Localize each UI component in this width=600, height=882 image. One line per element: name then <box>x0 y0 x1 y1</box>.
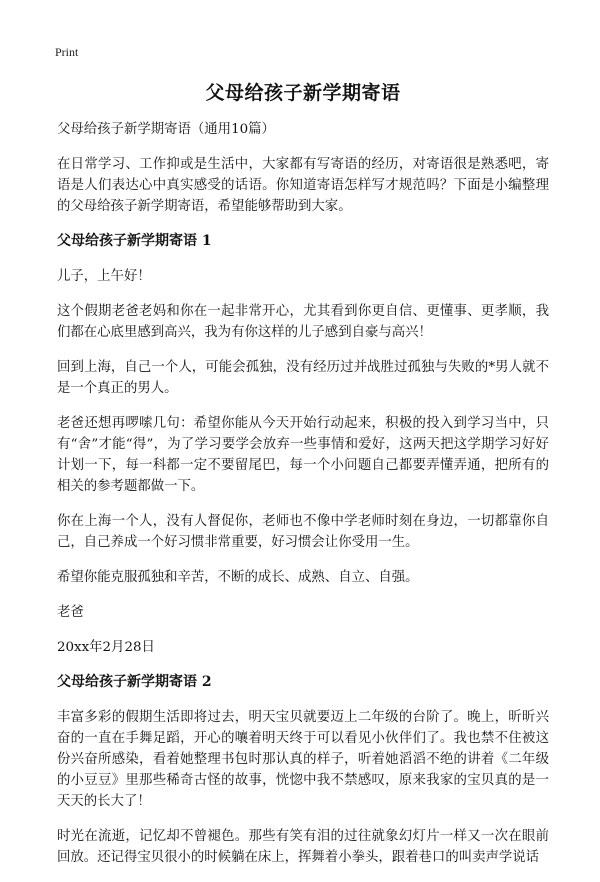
document-title: 父母给孩子新学期寄语 <box>205 82 401 104</box>
document-body <box>57 78 549 882</box>
paragraph: 回到上海，自己一个人，可能会孤独，没有经历过并战胜过孤独与失败的*男人就不是一个真正的男人。 <box>57 360 549 396</box>
paragraph: 丰富多彩的假期生活即将过去，明天宝贝就要迈上二年级的台阶了。晚上，昕昕兴奋的一直在手舞足蹈，开心的嚷着明天终于可以看见小伙伴们了。我也禁不住被这份兴奋所感染，看着她整理书包时那认真的样子，听着她滔滔不绝的讲着《二年级的小豆豆》里那些稀奇古怪的故事，恍惚中我不禁感叹，原来我家的宝贝真的是一天天的长大了！ <box>57 710 549 809</box>
paragraph: 这个假期老爸老妈和你在一起非常开心，尤其看到你更自信、更懂事、更孝顺，我们都在心底里感到高兴，我为有你这样的儿子感到自豪与高兴！ <box>57 304 549 340</box>
paragraph: 希望你能克服孤独和辛苦，不断的成长、成熟、自立、自强。 <box>57 570 419 585</box>
date: 20xx年2月28日 <box>57 640 155 655</box>
section-heading-2: 父母给孩子新学期寄语 2 <box>57 674 212 690</box>
document-subtitle: 父母给孩子新学期寄语（通用10篇） <box>57 122 275 137</box>
paragraph: 时光在流逝，记忆却不曾褪色。那些有笑有泪的过往就象幻灯片一样又一次在眼前回放。还记得宝贝很小的时候躺在床上，挥舞着小拳头，跟着巷口的叫卖声学说话 <box>57 829 549 865</box>
paragraph: 儿子，上午好！ <box>57 269 151 284</box>
print-label[interactable]: Print <box>55 45 79 59</box>
signature: 老爸 <box>57 605 84 620</box>
intro-paragraph: 在日常学习、工作抑或是生活中，大家都有写寄语的经历，对寄语很是熟悉吧，寄语是人们表达心中真实感受的话语。你知道寄语怎样写才规范吗？下面是小编整理的父母给孩子新学期寄语，希望能够帮助到大家。 <box>57 157 549 214</box>
paragraph: 你在上海一个人，没有人督促你，老师也不像中学老师时刻在身边，一切都靠你自己，自己养成一个好习惯非常重要，好习惯会让你受用一生。 <box>57 514 549 550</box>
section-heading-1: 父母给孩子新学期寄语 1 <box>57 233 212 249</box>
paragraph: 老爸还想再啰嗦几句：希望你能从今天开始行动起来，积极的投入到学习当中，只有“舍”才能“得”，为了学习要学会放弃一些事情和爱好，这两天把这学期学习好好计划一下，每一科都一定不要留尾巴，每一个小问题自己都要弄懂弄通，把所有的相关的参考题都做一下。 <box>57 416 549 494</box>
